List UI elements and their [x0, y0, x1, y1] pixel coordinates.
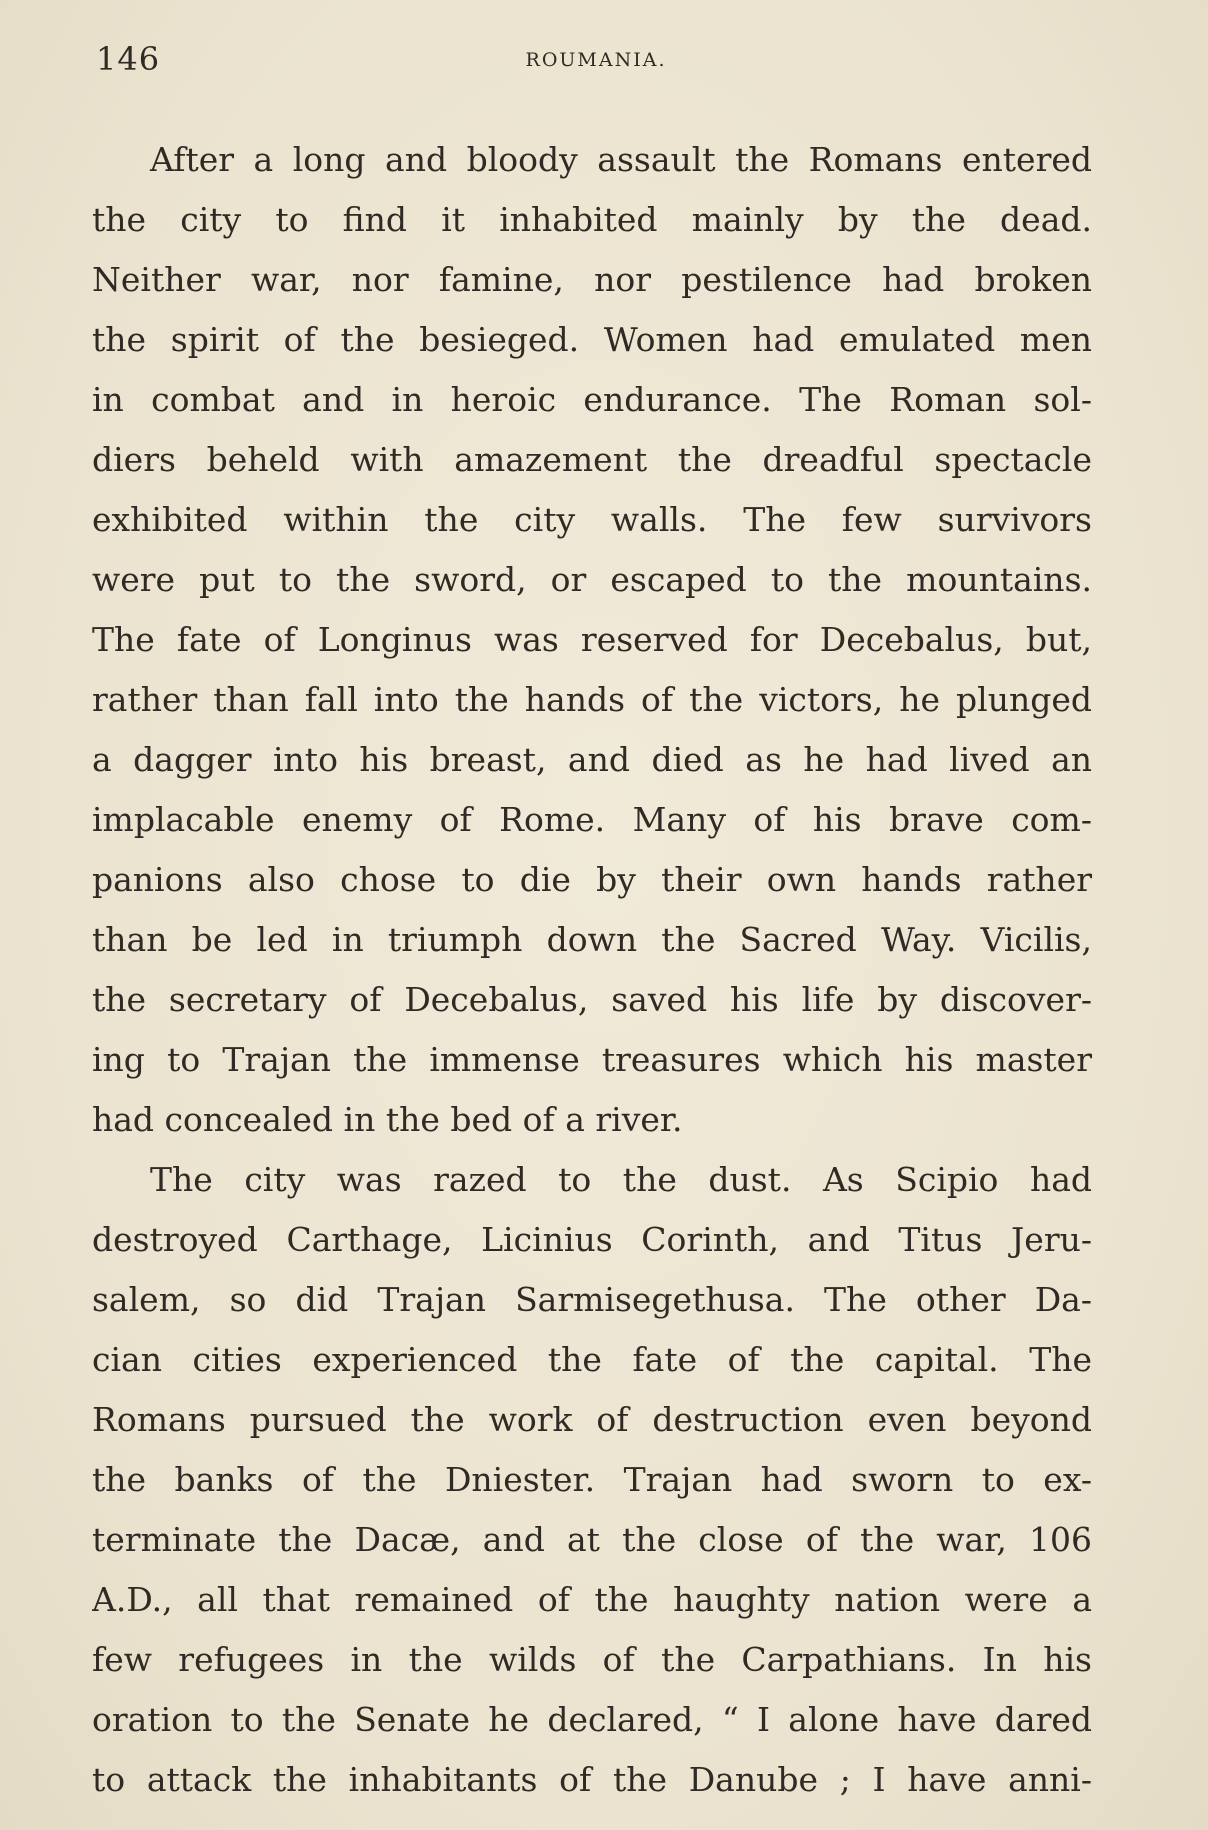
text-line: were put to the sword, or escaped to the mountains.	[92, 560, 1092, 599]
text-line: to attack the inhabitants of the Danube ; I have anni-	[92, 1760, 1092, 1799]
text-line: implacable enemy of Rome. Many of his brave com-	[92, 800, 1092, 839]
text-line: the spirit of the besieged. Women had emulated men	[92, 320, 1092, 359]
text-line: salem, so did Trajan Sarmisegethusa. The other Da-	[92, 1280, 1092, 1319]
running-title: ROUMANIA.	[525, 49, 667, 71]
text-line: had concealed in the bed of a river.	[92, 1100, 683, 1139]
text-line: exhibited within the city walls. The few survivors	[92, 500, 1092, 539]
text-line: rather than fall into the hands of the victors, he plunged	[92, 680, 1092, 719]
text-line: the banks of the Dniester. Trajan had sworn to ex-	[92, 1460, 1092, 1499]
text-line: Neither war, nor famine, nor pestilence had broken	[92, 260, 1092, 299]
text-line: diers beheld with amazement the dreadful spectacle	[92, 440, 1092, 479]
text-line: A.D., all that remained of the haughty nation were a	[92, 1580, 1092, 1619]
text-line: destroyed Carthage, Licinius Corinth, and Titus Jeru-	[92, 1220, 1092, 1259]
text-line: Romans pursued the work of destruction even beyond	[92, 1400, 1092, 1439]
text-line: panions also chose to die by their own hands rather	[92, 860, 1092, 899]
text-line: the secretary of Decebalus, saved his life by discover-	[92, 980, 1092, 1019]
text-line: the city to find it inhabited mainly by the dead.	[92, 200, 1092, 239]
text-line: in combat and in heroic endurance. The Roman sol-	[92, 380, 1092, 419]
text-line: terminate the Dacæ, and at the close of the war, 106	[92, 1520, 1092, 1559]
page-number: 146	[96, 40, 161, 78]
text-line: ing to Trajan the immense treasures which his master	[92, 1040, 1092, 1079]
text-line: a dagger into his breast, and died as he had lived an	[92, 740, 1092, 779]
text-line: After a long and bloody assault the Romans entered	[150, 140, 1092, 179]
text-line: The fate of Longinus was reserved for Decebalus, but,	[92, 620, 1092, 659]
text-line: oration to the Senate he declared, “ I alone have dared	[92, 1700, 1092, 1739]
text-line: few refugees in the wilds of the Carpathians. In his	[92, 1640, 1092, 1679]
text-line: The city was razed to the dust. As Scipio had	[150, 1160, 1092, 1199]
text-line: than be led in triumph down the Sacred Way. Vicilis,	[92, 920, 1092, 959]
running-head	[96, 40, 1096, 80]
text-line: cian cities experienced the fate of the capital. The	[92, 1340, 1092, 1379]
body-text	[92, 130, 1092, 1810]
